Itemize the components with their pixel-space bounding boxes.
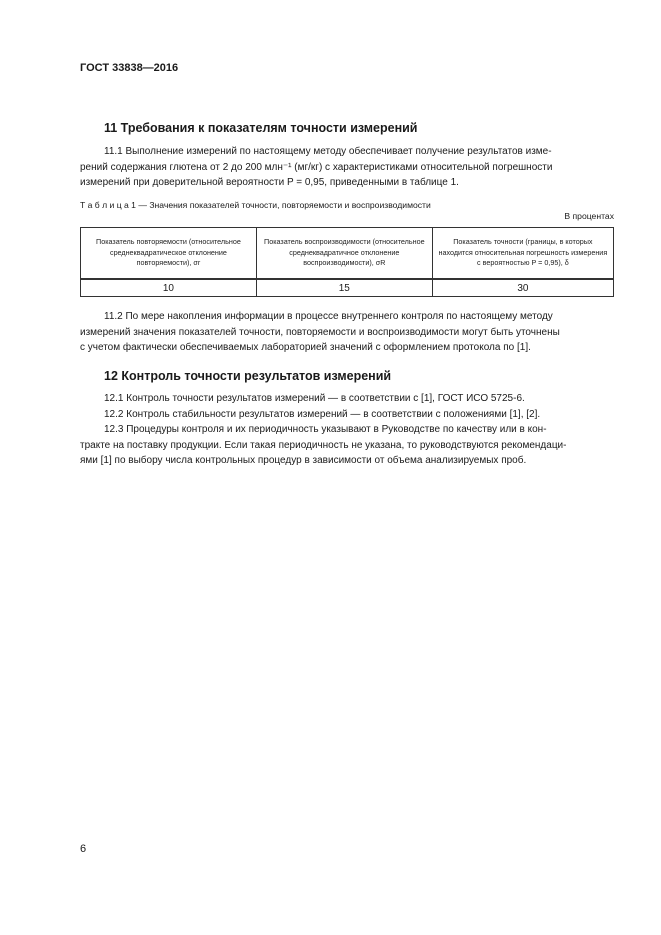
- value-accuracy: 30: [432, 279, 613, 297]
- header-repeatability: Показатель повторяемости (относительное среднеквадратическое отклонение повторяемости), σr: [81, 228, 257, 280]
- paragraph-line: тракте на поставку продукции. Если такая периодичность не указана, то руководствуются рекомендаци-: [80, 439, 567, 451]
- value-reproducibility: 15: [256, 279, 432, 297]
- paragraph-12-2: 12.2 Контроль стабильности результатов измерений — в соответствии с положениями [1], [2].: [104, 408, 541, 420]
- page-number: 6: [80, 843, 87, 855]
- paragraph-line: 11.1 Выполнение измерений по настоящему методу обеспечивает получение результатов изме-: [104, 146, 552, 157]
- accuracy-table: [80, 227, 614, 297]
- paragraph-11-2: [80, 309, 614, 356]
- value-repeatability: 10: [81, 279, 257, 297]
- paragraph-12-1: 12.1 Контроль точности результатов измерений — в соответствии с [1], ГОСТ ИСО 5725-6.: [104, 393, 525, 404]
- paragraph-11-1: [80, 144, 614, 191]
- table-row: [81, 279, 614, 297]
- paragraph-line: измерений при доверительной вероятности P = 0,95, приведенными в таблице 1.: [80, 177, 459, 188]
- section-11-title: 11 Требования к показателям точности измерений: [104, 121, 418, 135]
- paragraph-line: 12.3 Процедуры контроля и их периодичность указывают в Руководстве по качеству или в кон-: [104, 424, 547, 435]
- table-caption: Т а б л и ц а 1 — Значения показателей точности, повторяемости и воспроизводимости: [80, 200, 431, 210]
- paragraph-line: с учетом фактически обеспечиваемых лабораторией значений с оформлением протокола по [1].: [80, 342, 531, 353]
- paragraph-line: рений содержания глютена от 2 до 200 млн⁻¹ (мг/кг) с характеристиками относительной погрешности: [80, 161, 553, 173]
- table-header-row: [81, 228, 614, 280]
- paragraph-line: 11.2 По мере накопления информации в процессе внутреннего контроля по настоящему методу: [104, 311, 553, 322]
- paragraphs-12: [80, 391, 614, 469]
- header-accuracy: Показатель точности (границы, в которых находится относительная погрешность измерения с вероятностью P = 0,95), δ: [432, 228, 613, 280]
- paragraph-line: ями [1] по выбору числа контрольных процедур в зависимости от объема анализируемых проб.: [80, 455, 527, 466]
- paragraph-line: измерений значения показателей точности, повторяемости и воспроизводимости могут быть уточнены: [80, 326, 560, 338]
- header-reproducibility: Показатель воспроизводимости (относительное среднеквадратичное отклонение воспроизводимости), σR: [256, 228, 432, 280]
- document-header: ГОСТ 33838—2016: [80, 62, 179, 74]
- section-12-title: 12 Контроль точности результатов измерений: [104, 369, 392, 383]
- table-units: В процентах: [564, 211, 614, 221]
